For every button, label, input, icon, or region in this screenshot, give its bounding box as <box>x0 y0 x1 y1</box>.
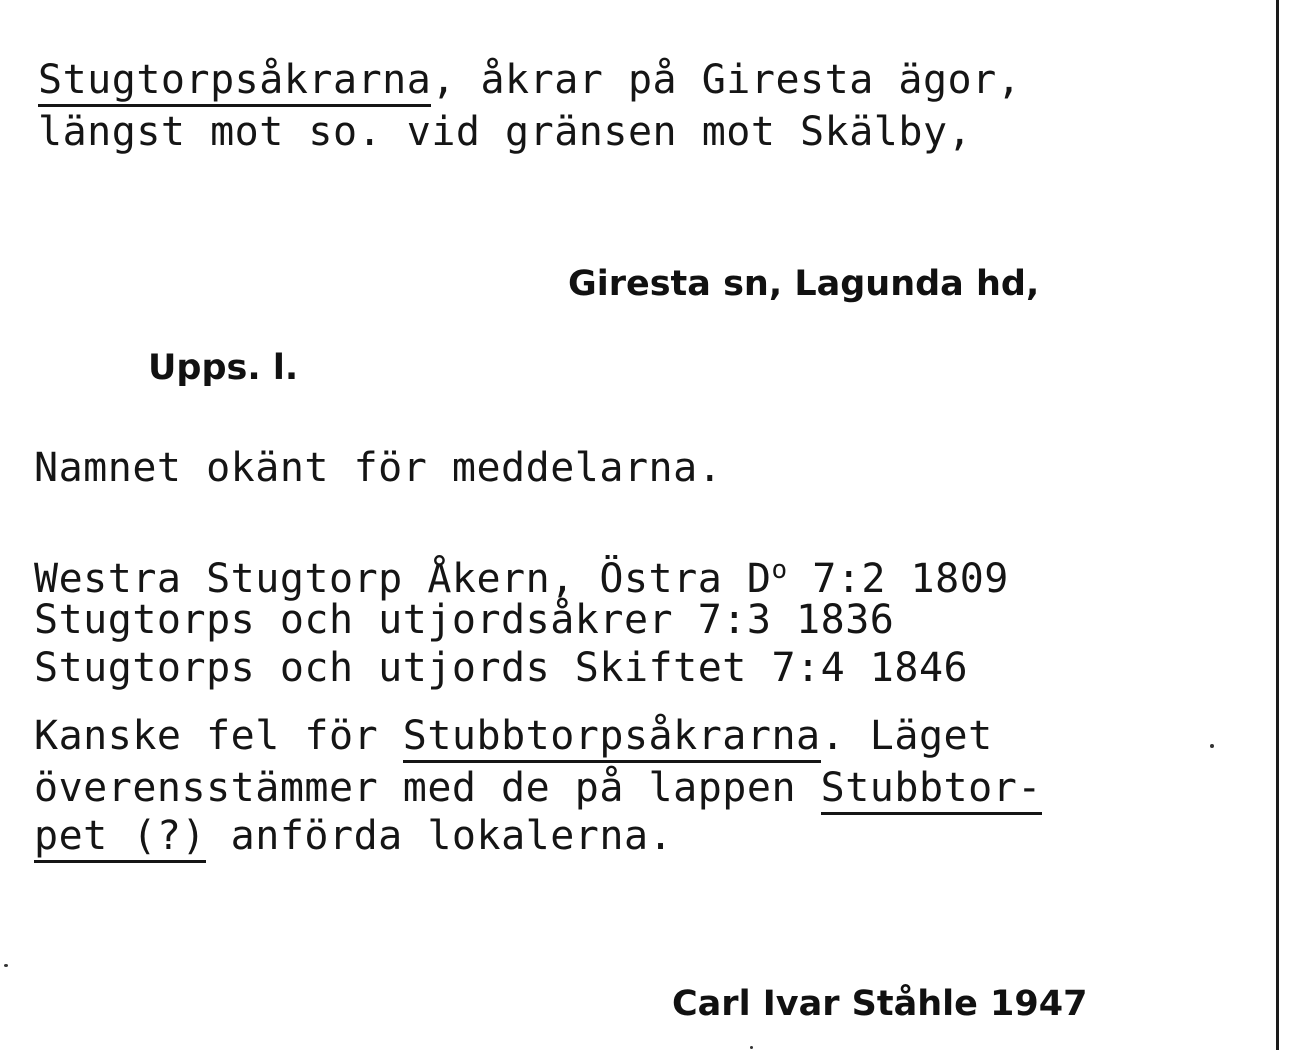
scan-speck <box>750 1046 753 1049</box>
comment-text: anförda lokalerna. <box>206 813 674 859</box>
comment-text: . Läget <box>820 713 993 759</box>
informant-note: Namnet okänt för meddelarna. <box>34 445 723 491</box>
scan-speck <box>1210 744 1214 748</box>
comment-line-2 <box>34 765 1042 811</box>
record-1-ref: 7:2 1809 <box>787 556 1009 602</box>
ditto-superscript: o <box>771 555 788 585</box>
parish-district-stamp: Giresta sn, Lagunda hd, <box>568 264 1040 304</box>
comment-text: överensstämmer med de på lappen <box>34 765 821 811</box>
record-line-2: Stugtorps och utjordsåkrer 7:3 1836 <box>34 597 895 643</box>
cross-reference-name: Stubbtorpsåkrarna <box>403 713 821 763</box>
comment-text: Kanske fel för <box>34 713 403 759</box>
record-line-1 <box>34 550 1009 602</box>
headword-description: , åkrar på Giresta ägor, <box>431 57 1022 103</box>
county-stamp: Upps. l. <box>148 348 299 388</box>
headword: Stugtorpsåkrarna <box>38 57 431 107</box>
signature-stamp: Carl Ivar Ståhle 1947 <box>672 984 1088 1024</box>
cross-reference-name: pet (?) <box>34 813 206 863</box>
location-description: längst mot so. vid gränsen mot Skälby, <box>38 109 973 155</box>
comment-line-3 <box>34 813 674 859</box>
record-1-text: Westra Stugtorp Åkern, Östra D <box>34 556 772 602</box>
cross-reference-name: Stubbtor- <box>821 765 1042 815</box>
card-right-edge <box>1276 0 1279 1050</box>
headword-line <box>38 57 1022 103</box>
comment-line-1 <box>34 713 993 759</box>
record-line-3: Stugtorps och utjords Skiftet 7:4 1846 <box>34 645 969 691</box>
scan-speck <box>4 964 8 967</box>
